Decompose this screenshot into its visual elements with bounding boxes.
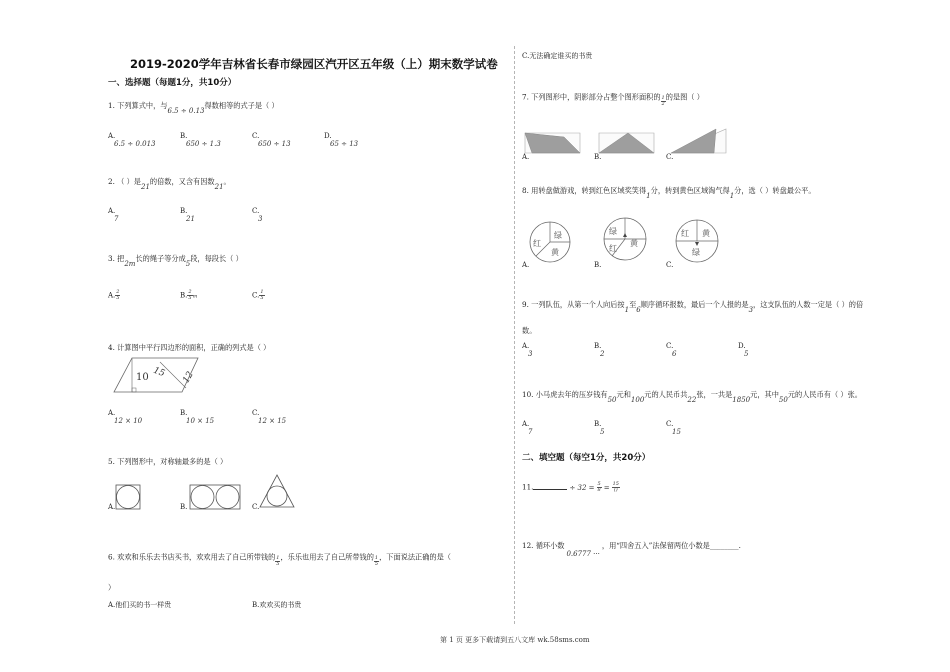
question-12: 12. 循环小数0.6777 ···，用“四舍五入”法保留两位小数是________. bbox=[522, 541, 741, 558]
spinner-a-green: 绿 bbox=[554, 231, 562, 240]
q8-option-c[interactable]: C. bbox=[666, 261, 674, 269]
q1-option-b[interactable]: B. 650 ÷ 1.3 bbox=[180, 132, 221, 148]
q5-option-a[interactable]: A. bbox=[108, 503, 116, 511]
question-8: 8. 用转盘做游戏，转到红色区域奖笑得1分，转到黄色区域淘气得1分，选（ ）转盘最公平。 bbox=[522, 186, 816, 200]
q7-option-b[interactable]: B. bbox=[594, 153, 602, 161]
q4-option-b[interactable]: B. 10 × 15 bbox=[180, 409, 215, 425]
fig-label-a: 10 bbox=[136, 372, 149, 383]
q9-option-b[interactable]: B. 2 bbox=[594, 342, 605, 358]
q2-option-c[interactable]: C. 3 bbox=[252, 207, 263, 223]
fig-label-c: 12 bbox=[181, 370, 196, 385]
q7-option-c[interactable]: C. bbox=[666, 153, 674, 161]
question-6-close: ） bbox=[108, 583, 116, 592]
spinner-c-yellow: 黄 bbox=[702, 229, 710, 238]
question-2: 2. （ ）是21的倍数，又含有因数21。 bbox=[108, 177, 231, 191]
shaded-figure-c bbox=[670, 128, 728, 154]
section-choice-heading: 一、选择题（每题1分，共10分） bbox=[108, 78, 237, 88]
q1-option-c[interactable]: C. 650 ÷ 13 bbox=[252, 132, 291, 148]
q1-option-d[interactable]: D. 65 ÷ 13 bbox=[324, 132, 359, 148]
parallelogram-figure bbox=[110, 356, 200, 396]
question-11: 11. ÷ 32 = $\frac{5}{8}$ = $\frac{15}{()}$ bbox=[522, 481, 619, 493]
q9-option-d[interactable]: D. 5 bbox=[738, 342, 749, 358]
question-1: 1. 下列算式中，与6.5 ÷ 0.13得数相等的式子是（ ） bbox=[108, 101, 279, 115]
q7-option-a[interactable]: A. bbox=[522, 153, 530, 161]
spinner-a bbox=[528, 220, 572, 264]
spinner-c-green: 绿 bbox=[692, 248, 700, 257]
q3-option-c[interactable]: C. $\frac{1}{5}$ bbox=[252, 289, 264, 301]
question-9: 9. 一列队伍，从第一个人向后按1至6顺序循环报数，最后一个人报的是3，这支队伍的人数一定是（ ）的倍 bbox=[522, 300, 864, 314]
q6-option-b[interactable]: B.欢欢买的书贵 bbox=[252, 601, 302, 609]
spinner-a-red: 红 bbox=[533, 239, 541, 248]
q8-option-a[interactable]: A. bbox=[522, 261, 530, 269]
q4-option-a[interactable]: A. 12 × 10 bbox=[108, 409, 143, 425]
q5-option-c[interactable]: C. bbox=[252, 503, 260, 511]
shaded-figure-b bbox=[598, 132, 656, 154]
spinner-a-yellow: 黄 bbox=[551, 248, 559, 257]
question-7: 7. 下列图形中，阴影部分占整个图形面积的 $\frac{1}{2}$ 的是图（ ） bbox=[522, 92, 704, 107]
rectangle-two-circles-figure bbox=[188, 483, 244, 511]
spinner-b bbox=[602, 216, 648, 262]
page-title: 2019-2020学年吉林省长春市绿园区汽开区五年级（上）期末数学试卷 bbox=[130, 57, 498, 71]
question-9-cont: 数。 bbox=[522, 326, 537, 335]
q8-option-b[interactable]: B. bbox=[594, 261, 602, 269]
page-footer: 第 1 页 更多下载请到五八文库 wk.58sms.com bbox=[440, 636, 590, 644]
q10-option-c[interactable]: C. 15 bbox=[666, 420, 681, 436]
shaded-figure-a bbox=[524, 132, 582, 154]
q2-option-a[interactable]: A. 7 bbox=[108, 207, 119, 223]
question-4: 4. 计算图中平行四边形的面积，正确的列式是（ ） bbox=[108, 343, 271, 352]
spinner-c-red: 红 bbox=[681, 229, 689, 238]
q2-option-b[interactable]: B. 21 bbox=[180, 207, 195, 223]
q9-option-a[interactable]: A. 3 bbox=[522, 342, 533, 358]
question-3: 3. 把2m长的绳子等分成5段，每段长（ ） bbox=[108, 254, 243, 268]
q6-option-c[interactable]: C.无法确定谁买的书贵 bbox=[522, 52, 593, 60]
q5-option-b[interactable]: B. bbox=[180, 503, 188, 511]
section-fill-heading: 二、填空题（每空1分，共20分） bbox=[522, 453, 651, 463]
q4-option-c[interactable]: C. 12 × 15 bbox=[252, 409, 287, 425]
q3-option-a[interactable]: A. $\frac{2}{5}$ bbox=[108, 289, 120, 301]
spinner-b-red: 红 bbox=[609, 244, 617, 253]
question-5: 5. 下列图形中，对称轴最多的是（ ） bbox=[108, 457, 228, 466]
q3-option-b[interactable]: B. $\frac{2}{5}$ m bbox=[180, 289, 198, 301]
spinner-b-green: 绿 bbox=[609, 227, 617, 236]
q1-option-a[interactable]: A. 6.5 ÷ 0.013 bbox=[108, 132, 156, 148]
square-circle-figure bbox=[114, 483, 144, 511]
triangle-circle-figure bbox=[258, 474, 296, 510]
q9-option-c[interactable]: C. 6 bbox=[666, 342, 677, 358]
q10-option-a[interactable]: A. 7 bbox=[522, 420, 533, 436]
question-10: 10. 小马虎去年的压岁钱有50元和100元的人民币共22张，一共是1850元，其中50元的人民币有（ ）张。 bbox=[522, 390, 862, 404]
question-6: 6. 欢欢和乐乐去书店买书，欢欢用去了自己所带钱的 $\frac{1}{5}$ ，乐乐也用去了自己所带钱的 $\frac{1}{5}$ ，下面说法正确的是（ bbox=[108, 552, 451, 567]
column-divider bbox=[514, 46, 515, 624]
spinner-c bbox=[674, 218, 720, 264]
q6-option-a[interactable]: A.他们买的书一样贵 bbox=[108, 601, 172, 609]
q10-option-b[interactable]: B. 5 bbox=[594, 420, 605, 436]
q11-blank[interactable] bbox=[533, 483, 567, 490]
spinner-b-yellow: 黄 bbox=[630, 239, 638, 248]
fig-label-b: 15 bbox=[151, 365, 167, 380]
